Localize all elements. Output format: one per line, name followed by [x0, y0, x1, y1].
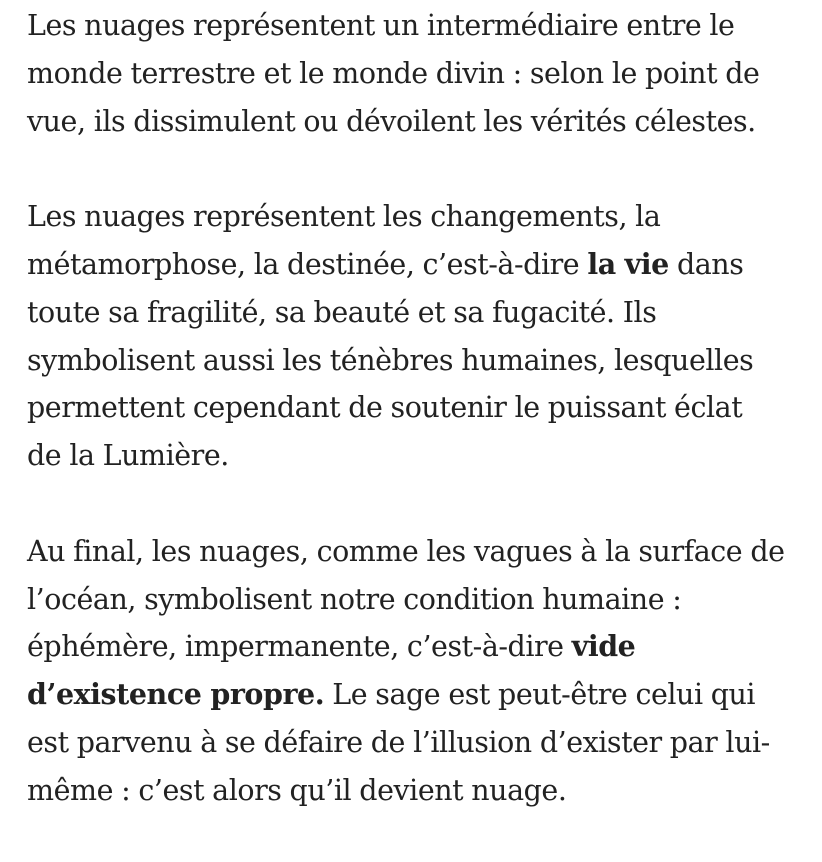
text-line: métamorphose, la destinée, c’est-à-dire la vie dans	[27, 246, 744, 281]
text-line: monde terrestre et le monde divin : selon le point de	[27, 56, 760, 90]
text-line: l’océan, symbolisent notre condition humaine :	[27, 582, 682, 616]
text-line: Au final, les nuages, comme les vagues à la surface de	[27, 534, 785, 568]
text-line: permettent cependant de soutenir le puissant éclat	[27, 391, 743, 425]
text-line: éphémère, impermanente, c’est-à-dire vide	[27, 629, 636, 664]
text-line: toute sa fragilité, sa beauté et sa fugacité. Ils	[27, 295, 657, 329]
emphasis-vide: vide	[571, 629, 636, 664]
emphasis-existence-propre: d’existence propre.	[27, 677, 325, 712]
paragraph-clouds-change	[27, 193, 817, 480]
text-line: est parvenu à se défaire de l’illusion d’exister par lui-	[27, 725, 770, 759]
text-line: vue, ils dissimulent ou dévoilent les vérités célestes.	[27, 104, 756, 138]
article-body	[27, 2, 817, 862]
text-line: symbolisent aussi les ténèbres humaines, lesquelles	[27, 343, 754, 377]
text-line: Les nuages représentent les changements, la	[27, 200, 661, 234]
paragraph-clouds-intermediary	[27, 2, 817, 145]
emphasis-la-vie: la vie	[587, 246, 669, 281]
text-line: de la Lumière.	[27, 439, 229, 473]
text-line: d’existence propre. Le sage est peut-être celui qui	[27, 677, 756, 712]
text-line: Les nuages représentent un intermédiaire entre le	[27, 9, 735, 42]
text-line: même : c’est alors qu’il devient nuage.	[27, 773, 567, 807]
paragraph-clouds-human-condition	[27, 528, 817, 815]
